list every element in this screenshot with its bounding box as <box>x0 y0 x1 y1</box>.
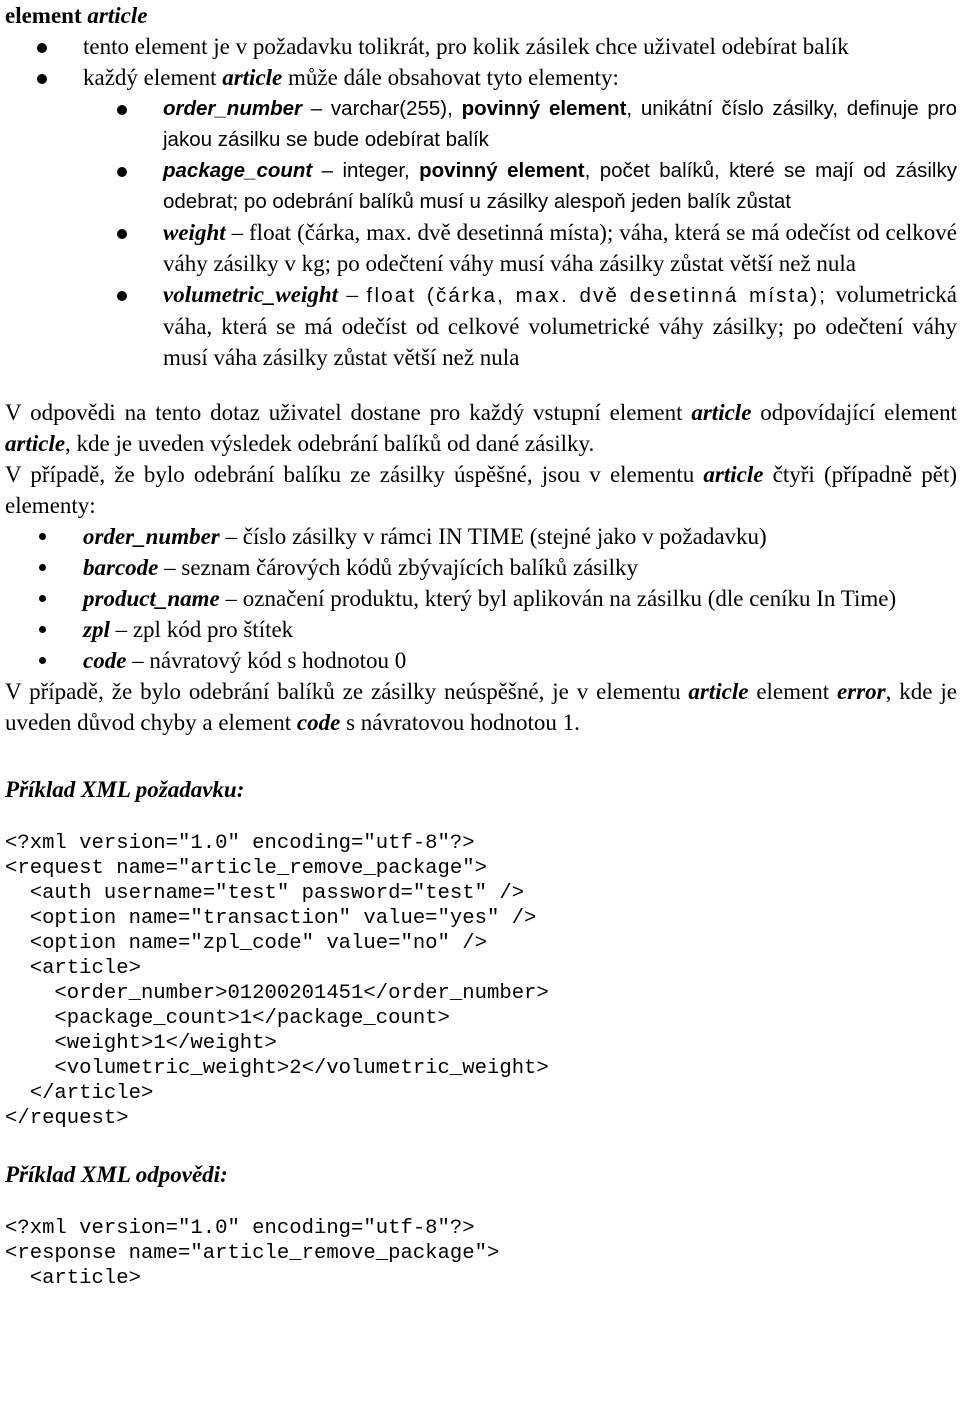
article-bullet-list <box>5 31 957 93</box>
list-item: tento element je v požadavku tolikrát, pro kolik zásilek chce uživatel odebírat balík <box>5 31 957 62</box>
element-name: volumetric_weight <box>163 282 339 307</box>
section-heading <box>5 0 957 31</box>
document-page <box>5 0 957 1291</box>
element-name: order_number <box>83 524 220 549</box>
element-name: package_count <box>163 159 313 182</box>
sub-element-list <box>5 93 957 373</box>
heading-article: article <box>87 3 148 28</box>
list-item: každý element article může dále obsahovat tyto elementy: <box>5 62 957 93</box>
element-name: order_number <box>163 97 302 120</box>
request-example-title: Příklad XML požadavku: <box>5 777 245 802</box>
list-item: barcode – seznam čárových kódů zbývajících balíků zásilky <box>5 552 957 583</box>
element-name: zpl <box>83 617 110 642</box>
heading-text: element <box>5 3 88 28</box>
response-paragraph: V odpovědi na tento dotaz uživatel dostane pro každý vstupní element article odpovídající element article, kde je uveden výsledek odebrání balíků od dané zásilky. <box>5 400 957 456</box>
response-example-title: Příklad XML odpovědi: <box>5 1162 228 1187</box>
success-paragraph: V případě, že bylo odebrání balíku ze zásilky úspěšné, jsou v elementu article čtyři (případně pět) elementy: <box>5 462 957 518</box>
element-name: barcode <box>83 555 159 580</box>
list-item: weight – float (čárka, max. dvě desetinná místa); váha, která se má odečíst od celkové váhy zásilky v kg; po odečtení váhy musí váha zásilky zůstat větší než nula <box>5 217 957 279</box>
list-item: volumetric_weight – float (čárka, max. dvě desetinná místa); volumetrická váha, která se má odečíst od celkové volumetrické váhy zásilky; po odečtení váhy musí váha zásilky zůstat větší než nula <box>5 279 957 373</box>
request-example-code: <?xml version="1.0" encoding="utf-8"?> <request name="article_remove_package"> <auth username="test" password="test" /> <option name="transaction" value="yes" /> <option name="zpl_code" value="no" /> <article> <order_number>01200201451</order_number> <package_count>1</package_count> <weight>1</weight> <volumetric_weight>2</volumetric_weight> </article> </request> <box>5 832 549 1130</box>
error-paragraph: V případě, že bylo odebrání balíků ze zásilky neúspěšné, je v elementu article element error, kde je uveden důvod chyby a element code s návratovou hodnotou 1. <box>5 679 957 735</box>
response-example-code: <?xml version="1.0" encoding="utf-8"?> <response name="article_remove_package"> <article> <box>5 1217 500 1290</box>
list-item: product_name – označení produktu, který byl aplikován na zásilku (dle ceníku In Time) <box>5 583 957 614</box>
element-name: weight <box>163 220 226 245</box>
list-item: order_number – varchar(255), povinný element, unikátní číslo zásilky, definuje pro jakou zásilku se bude odebírat balík <box>5 93 957 155</box>
element-name: product_name <box>83 586 220 611</box>
element-name: code <box>83 648 127 673</box>
list-item: code – návratový kód s hodnotou 0 <box>5 645 957 676</box>
success-element-list <box>5 521 957 676</box>
list-item: zpl – zpl kód pro štítek <box>5 614 957 645</box>
list-item: order_number – číslo zásilky v rámci IN TIME (stejné jako v požadavku) <box>5 521 957 552</box>
list-item: package_count – integer, povinný element, počet balíků, které se mají od zásilky odebrat; po odebrání balíků musí u zásilky alespoň jeden balík zůstat <box>5 155 957 217</box>
